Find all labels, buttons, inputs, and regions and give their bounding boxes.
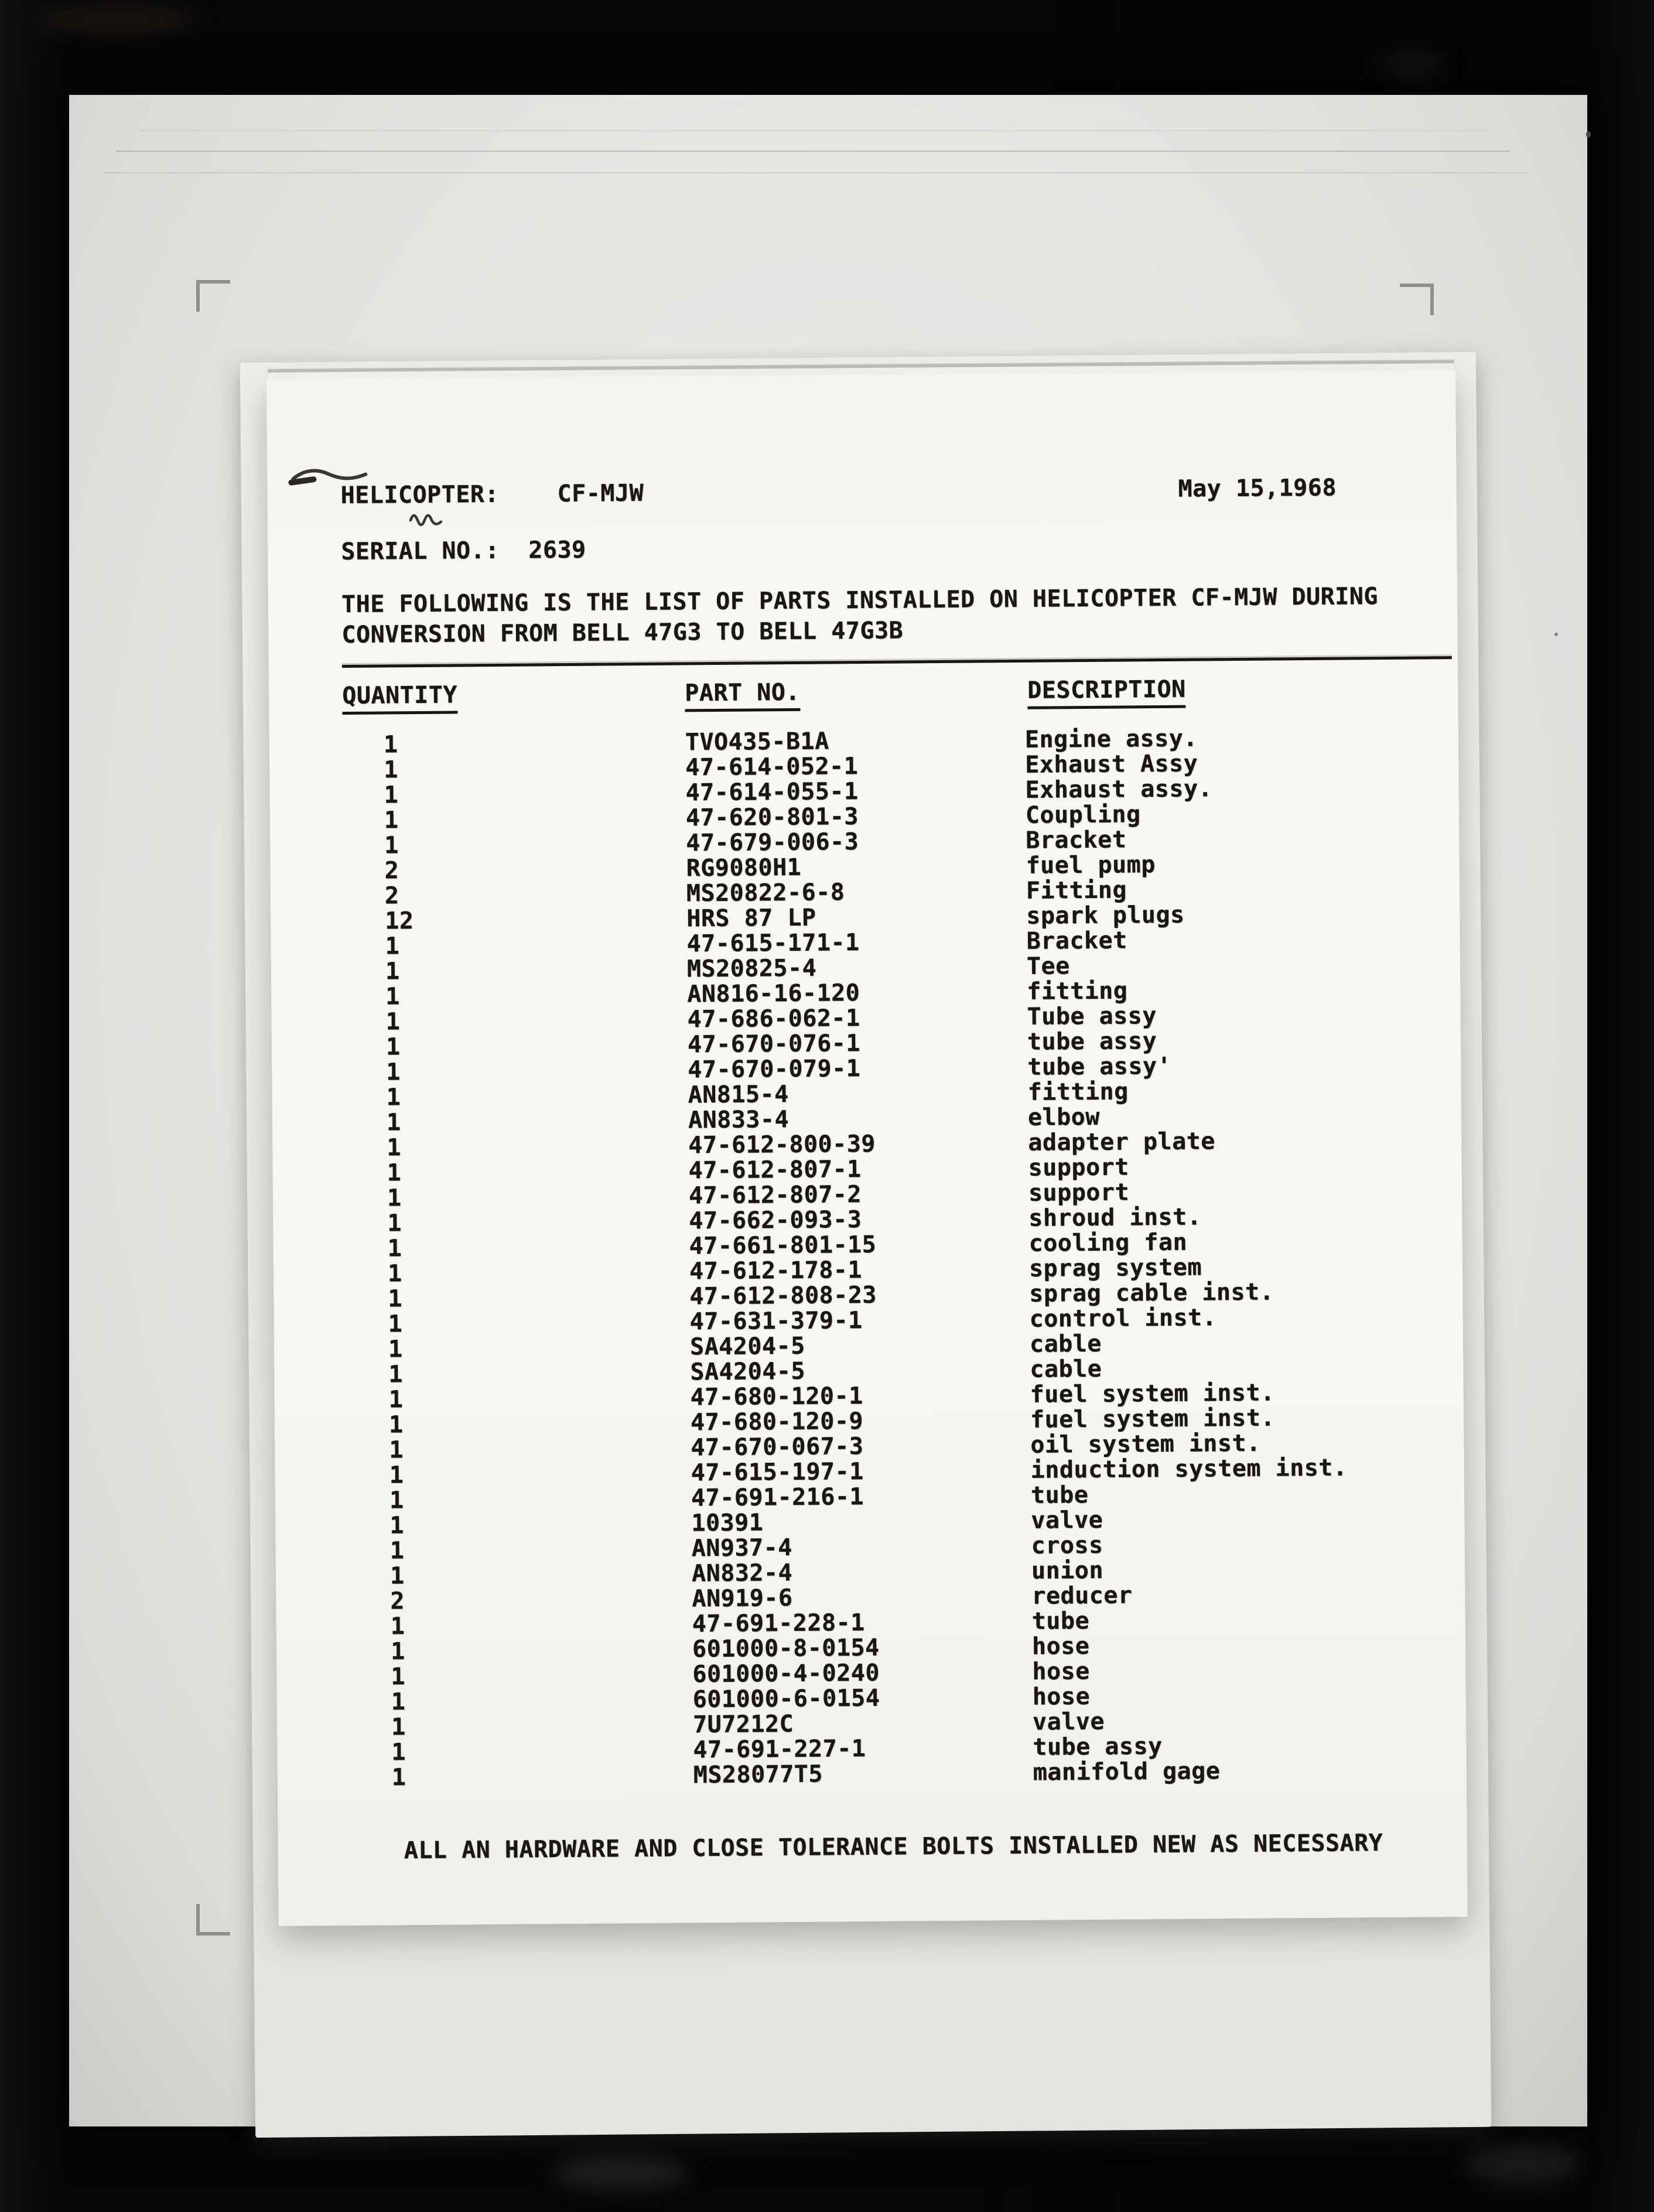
part-no-cell: 47-612-808-23 [689,1281,877,1310]
part-no-cell: 47-631-379-1 [689,1307,863,1336]
description-cell: shroud inst. [1028,1203,1202,1232]
part-no-cell: AN832-4 [691,1559,793,1588]
footer-note: ALL AN HARDWARE AND CLOSE TOLERANCE BOLTS INSTALLED NEW AS NECESSARY [404,1829,1383,1865]
description-cell: hose [1031,1633,1090,1660]
quantity-cell: 1 [391,1713,406,1741]
description-cell: fuel system inst. [1030,1379,1275,1408]
registration-mark-top-right [1400,284,1434,315]
quantity-cell: 1 [389,1487,404,1514]
description-cell: cable [1029,1330,1102,1358]
part-no-cell: 47-662-093-3 [689,1206,862,1235]
quantity-cell: 1 [384,756,399,784]
quantity-cell: 1 [391,1663,406,1691]
document-date: May 15,1968 [1178,474,1337,503]
description-cell: valve [1031,1506,1103,1534]
scan-artifact [139,130,1486,131]
quantity-cell: 1 [387,1210,402,1237]
description-cell: induction system inst. [1030,1454,1348,1484]
parts-table-body [269,723,1467,1790]
column-header-part-no: PART NO. [685,679,800,712]
part-no-cell: 47-680-120-1 [690,1383,863,1411]
part-no-cell: 47-679-006-3 [686,828,859,857]
quantity-cell: 1 [391,1764,406,1791]
description-cell: sprag system [1028,1254,1202,1282]
part-no-cell: 47-691-228-1 [692,1609,865,1638]
part-no-cell: AN816-16-120 [687,979,860,1008]
part-no-cell: 47-691-227-1 [693,1735,866,1764]
scan-artifact [104,172,1527,173]
quantity-cell: 1 [390,1613,405,1640]
quantity-cell: 1 [388,1386,404,1414]
quantity-cell: 1 [385,1008,401,1036]
scan-artifact [1464,2139,1581,2186]
description-cell: tube [1030,1482,1089,1509]
description-cell: Exhaust assy. [1025,775,1213,804]
description-cell: support [1028,1153,1129,1182]
quantity-cell: 1 [384,832,399,859]
description-cell: adapter plate [1028,1128,1216,1156]
description-cell: fitting [1027,1078,1129,1106]
part-no-cell: 47-612-807-2 [688,1181,862,1210]
scan-artifact [116,151,1510,152]
part-no-cell: 47-612-178-1 [689,1257,863,1285]
quantity-cell: 1 [387,1134,402,1162]
quantity-cell: 1 [389,1512,405,1539]
quantity-cell: 1 [385,933,400,960]
intro-paragraph-line1: THE FOLLOWING IS THE LIST OF PARTS INSTALLED ON HELICOPTER CF-MJW DURING [341,583,1379,618]
scan-artifact [35,5,199,34]
description-cell: oil system inst. [1030,1429,1261,1459]
part-no-cell: TVO435-B1A [685,728,829,756]
quantity-cell: 1 [387,1235,402,1262]
description-cell: Exhaust Assy [1025,750,1198,779]
serial-number-value: 2639 [528,536,586,564]
part-no-cell: MS28077T5 [693,1760,823,1789]
quantity-cell: 2 [390,1588,405,1615]
quantity-cell: 1 [390,1638,405,1665]
helicopter-registration: CF-MJW [557,479,644,508]
description-cell: hose [1032,1682,1091,1711]
quantity-cell: 1 [384,781,399,809]
registration-mark-top-left [196,280,230,312]
serial-number-label: SERIAL NO.: [341,537,500,565]
quantity-cell: 1 [388,1411,404,1439]
description-cell: Bracket [1026,826,1127,854]
quantity-cell: 1 [386,1084,401,1111]
parts-list-document [266,370,1468,1926]
quantity-cell: 1 [388,1285,403,1313]
description-cell: cable [1030,1355,1102,1383]
description-cell: cross [1031,1531,1103,1559]
photo-area [69,95,1587,2126]
description-cell: cooling fan [1028,1228,1188,1257]
part-no-cell: 10391 [691,1509,764,1537]
description-cell: tube assy [1027,1028,1157,1056]
quantity-cell: 1 [389,1462,404,1489]
intro-paragraph-line2: CONVERSION FROM BELL 47G3 TO BELL 47G3B [341,617,904,648]
description-cell: union [1031,1556,1104,1585]
description-cell: tube [1031,1607,1090,1635]
part-no-cell: RG9080H1 [686,854,802,882]
quantity-cell: 12 [385,907,414,935]
part-no-cell: MS20822-6-8 [686,879,845,907]
part-no-cell: 601000-4-0240 [692,1659,880,1688]
part-no-cell: 7U7212C [692,1710,794,1739]
quantity-cell: 1 [386,1109,401,1136]
description-cell: control inst. [1029,1304,1217,1333]
quantity-cell: 1 [388,1361,404,1388]
part-no-cell: 47-691-216-1 [691,1483,864,1512]
quantity-cell: 1 [389,1537,405,1565]
part-no-cell: 47-670-067-3 [691,1433,864,1462]
description-cell: Engine assy. [1024,725,1198,753]
part-no-cell: 47-670-076-1 [687,1030,861,1059]
quantity-cell: 1 [387,1184,402,1212]
part-no-cell: 47-612-800-39 [688,1130,876,1159]
description-cell: Fitting [1026,876,1127,904]
part-no-cell: SA4204-5 [690,1357,806,1386]
part-no-cell: AN937-4 [691,1534,792,1562]
scan-artifact [1554,633,1558,636]
part-no-cell: 47-620-801-3 [685,803,859,832]
part-no-cell: MS20825-4 [686,954,817,983]
part-no-cell: 47-615-171-1 [686,929,860,958]
part-no-cell: 47-614-052-1 [685,753,859,781]
scan-artifact [1376,53,1447,76]
column-header-quantity: QUANTITY [342,681,457,715]
description-cell: Tube assy [1027,1002,1157,1030]
quantity-cell: 2 [384,857,399,885]
part-no-cell: SA4204-5 [689,1332,805,1361]
quantity-cell: 1 [389,1562,405,1590]
part-no-cell: 47-670-079-1 [688,1055,861,1084]
part-no-cell: 601000-8-0154 [692,1634,880,1663]
description-cell: support [1028,1179,1130,1207]
part-no-cell: 601000-6-0154 [692,1684,880,1713]
registration-mark-bottom-left [196,1904,230,1936]
part-no-cell: AN833-4 [688,1106,790,1134]
part-no-cell: AN815-4 [688,1081,789,1109]
quantity-cell: 1 [385,1033,401,1061]
quantity-cell: 1 [391,1688,406,1716]
quantity-cell: 1 [391,1739,406,1766]
quantity-cell: 1 [385,958,400,985]
horizontal-rule [342,656,1452,668]
quantity-cell: 1 [383,731,398,759]
quantity-cell: 2 [384,882,399,910]
description-cell: spark plugs [1026,901,1185,930]
part-no-cell: 47-686-062-1 [687,1005,860,1033]
column-header-description: DESCRIPTION [1027,676,1186,709]
part-no-cell: 47-661-801-15 [689,1231,877,1260]
quantity-cell: 1 [389,1436,404,1464]
quantity-cell: 1 [388,1310,403,1338]
part-no-cell: 47-615-197-1 [691,1458,864,1487]
part-no-cell: AN919-6 [692,1584,793,1613]
description-cell: Tee [1026,953,1070,980]
part-no-cell: 47-614-055-1 [685,778,859,807]
description-cell: fuel system inst. [1030,1404,1276,1433]
description-cell: valve [1032,1708,1105,1736]
quantity-cell: 1 [385,983,401,1011]
scan-artifact [551,2155,691,2190]
description-cell: Bracket [1026,927,1127,955]
description-cell: reducer [1031,1582,1133,1610]
scan-artifact [1586,131,1591,138]
description-cell: tube assy [1033,1733,1163,1761]
quantity-cell: 1 [387,1260,402,1288]
quantity-cell: 1 [386,1059,401,1086]
description-cell: tube assy' [1027,1052,1172,1081]
part-no-cell: 47-680-120-9 [690,1408,864,1436]
description-cell: fitting [1027,977,1128,1005]
description-cell: manifold gage [1033,1757,1221,1786]
helicopter-label: HELICOPTER: [340,480,500,509]
part-no-cell: HRS 87 LP [686,904,816,933]
quantity-cell: 1 [384,807,399,834]
part-no-cell: 47-612-807-1 [688,1156,862,1184]
description-cell: elbow [1027,1103,1101,1131]
description-cell: hose [1032,1658,1090,1685]
quantity-cell: 1 [388,1336,403,1363]
description-cell: fuel pump [1026,851,1156,879]
quantity-cell: 1 [387,1159,402,1187]
description-cell: sprag cable inst. [1029,1278,1274,1308]
description-cell: Coupling [1025,801,1141,829]
